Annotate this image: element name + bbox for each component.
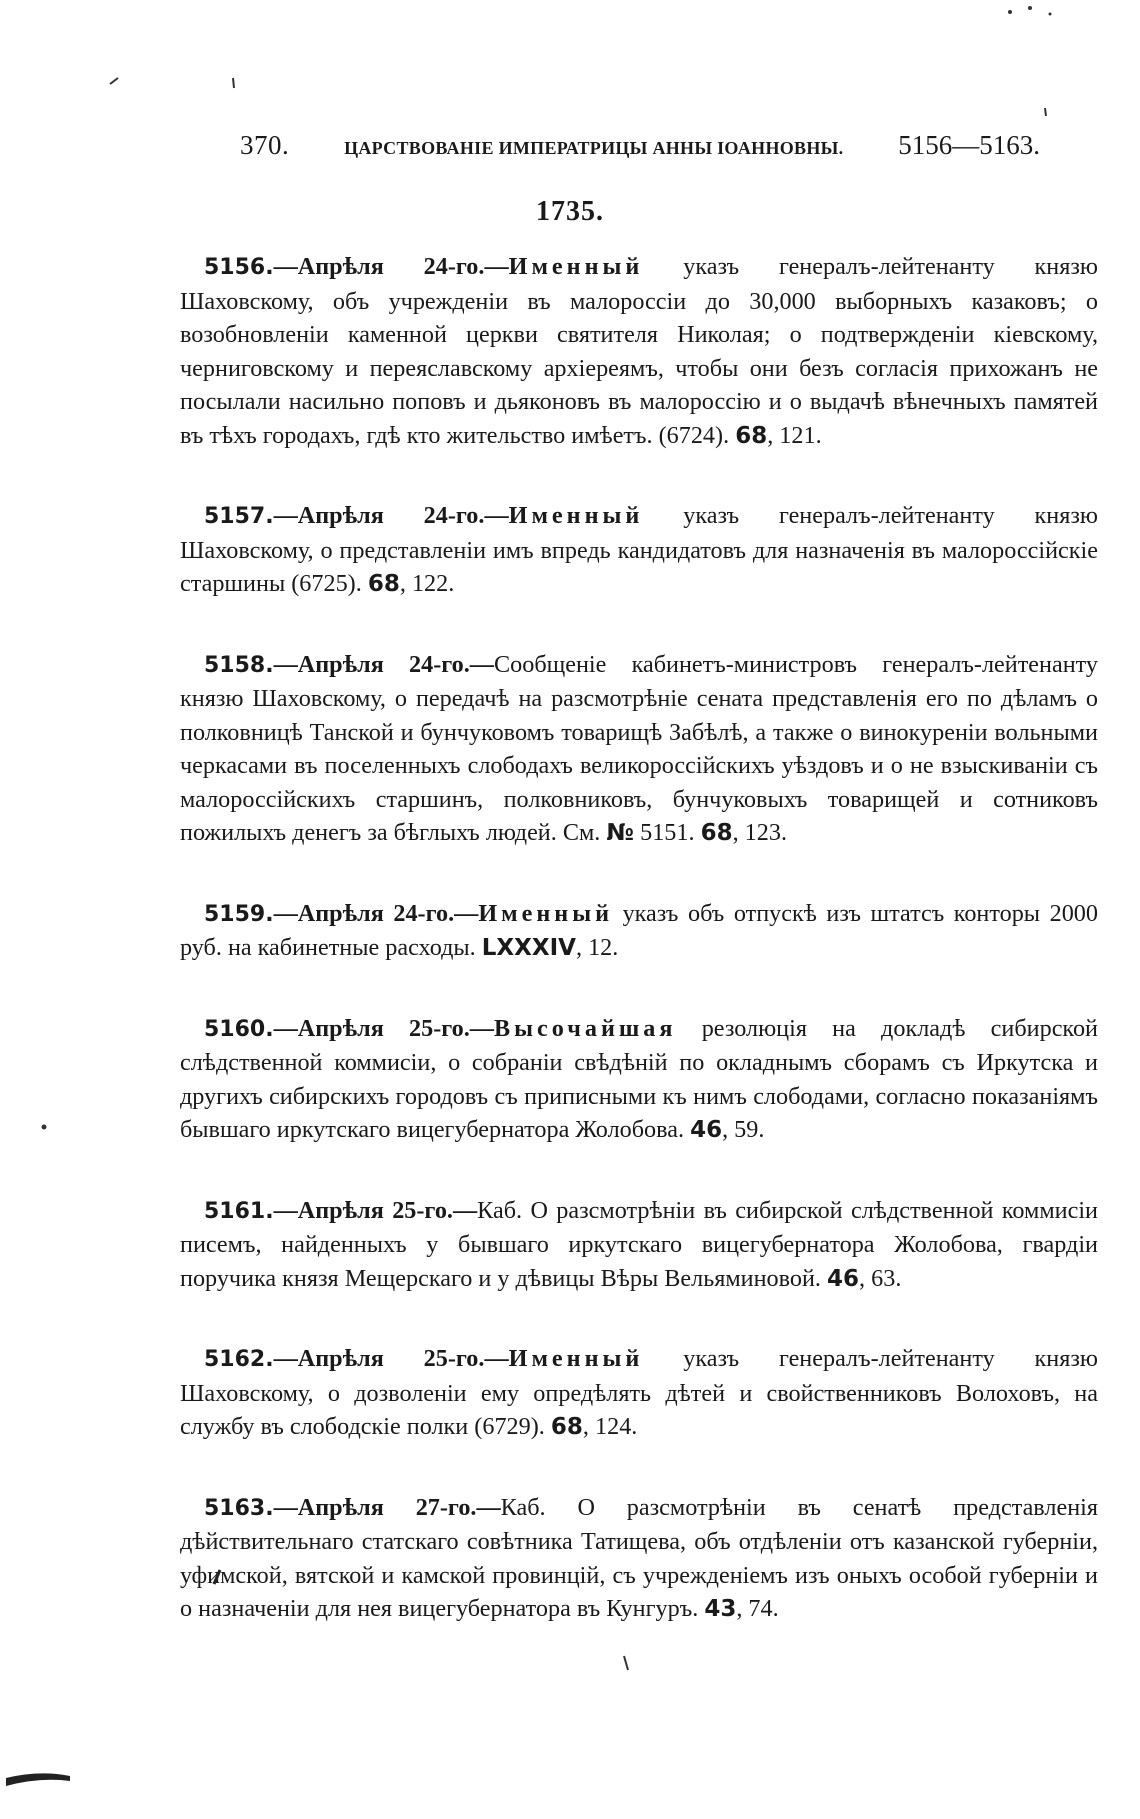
- running-header: [240, 130, 1040, 170]
- entry-5162: [180, 1342, 1098, 1445]
- entry-kind: Именный: [508, 253, 644, 280]
- entry-5163: [180, 1491, 1098, 1627]
- entry-ref-volume: 46: [827, 1265, 860, 1292]
- scan-speck: [42, 1125, 47, 1130]
- entry-kind: Именный: [478, 899, 614, 927]
- entry-ref-volume: 46: [690, 1117, 723, 1143]
- entry-text: Каб. О разсмотрѣніи въ сибирской слѣдственной коммисіи писемъ, найденныхъ у бывшаго иркутскаго вицегубернатора Жолобова, гвардіи поручика князя Мещерскаго и у дѣвицы Вѣры Вельяминовой.: [180, 1196, 1098, 1292]
- entry-5160: [180, 1012, 1098, 1148]
- entry-ref-page: , 123.: [732, 819, 787, 846]
- entries-list: [180, 250, 1098, 1673]
- entry-ref-mid: 5151.: [634, 819, 701, 846]
- entry-number: 5162.: [204, 1347, 274, 1372]
- scan-speck: [6, 1773, 70, 1786]
- entry-date: —Апрѣля 24-го.—: [273, 502, 509, 529]
- entry-date: —Апрѣля 24-го.—: [273, 650, 494, 678]
- scan-speck: [1008, 10, 1012, 14]
- entry-date: —Апрѣля 27-го.—: [273, 1493, 501, 1521]
- entry-text: Сообщеніе кабинетъ-министровъ генералъ-лейтенанту князю Шаховскому, о передачѣ на разсмотрѣніе сената представленія его по дѣламъ о полковницѣ Танской и бунчуковомъ товарищѣ Забѣлѣ, а также о винокуреніи вольными черкасами въ поселенныхъ слободахъ великороссійскихъ уѣздовъ и о не взыскиваніи съ малороссійскихъ старшинъ, полковниковъ, бунчуковыхъ товарищей и сотниковъ пожилыхъ денегъ за бѣглыхъ людей. См.: [180, 650, 1098, 846]
- entry-ref-page: , 12.: [575, 934, 619, 961]
- entry-date: —Апрѣля 24-го.—: [273, 253, 509, 280]
- entry-kind: Высочайшая: [493, 1014, 677, 1042]
- entry-number: 5158.: [204, 652, 274, 678]
- entry-ref-page: , 122.: [399, 570, 455, 597]
- entry-5157: [180, 499, 1098, 602]
- scan-speck: [233, 78, 234, 88]
- entry-text: указъ генералъ-лейтенанту князю Шаховскому, о дозволеніи ему опредѣлять дѣтей и свойственниковъ Волоховъ, на службу въ слободскіе полки (6729).: [180, 1345, 1098, 1440]
- entry-date: —Апрѣля 25-го.—: [273, 1345, 509, 1372]
- entry-text: резолюція на докладѣ сибирской слѣдственной коммисіи, о собраніи свѣдѣній по окладнымъ сборамъ съ Иркутска и другихъ сибирскихъ городовъ съ приписными къ нимъ слободами, согласно показаніямъ бывшаго иркутскаго вицегубернатора Жолобова.: [180, 1014, 1098, 1143]
- entry-number: 5163.: [204, 1495, 274, 1521]
- entry-date: —Апрѣля 25-го.—: [273, 1196, 478, 1224]
- scan-speck: [1028, 6, 1032, 10]
- entry-date: —Апрѣля 24-го.—: [273, 899, 479, 927]
- entry-ref-volume: 68: [550, 1414, 583, 1440]
- entry-ref-page: , 121.: [767, 421, 822, 449]
- entry-ref-page: , 74.: [736, 1595, 779, 1622]
- entry-text: указъ генералъ-лейтенанту князю Шаховскому, о представленіи имъ впредь кандидатовъ для назначенія въ малороссійскіе старшины (6725).: [180, 502, 1098, 597]
- entry-date: —Апрѣля 25-го.—: [273, 1014, 494, 1042]
- entry-number: 5156.: [204, 255, 274, 280]
- scan-speck: [110, 78, 118, 84]
- entry-ref-volume: 68: [700, 820, 733, 846]
- entry-ref-page: , 63.: [859, 1264, 902, 1292]
- entry-kind: Именный: [508, 502, 644, 529]
- entry-text: указъ объ отпускѣ изъ штатсъ конторы 2000 руб. на кабинетные расходы.: [180, 899, 1098, 961]
- entry-number: 5160.: [204, 1016, 274, 1042]
- running-title: ЦАРСТВОВАНІЕ ИМПЕРАТРИЦЫ АННЫ ІОАННОВНЫ.: [344, 138, 844, 158]
- scan-speck: [1045, 108, 1046, 116]
- scan-speck: [1049, 13, 1052, 16]
- entry-ref-volume: 43: [704, 1596, 737, 1622]
- entry-number: 5161.: [204, 1198, 274, 1224]
- entry-ref-volume: 68: [367, 571, 400, 597]
- entry-range: 5156—5163.: [898, 130, 1040, 160]
- entry-5161: [180, 1194, 1098, 1297]
- entry-text: Каб. О разсмотрѣніи въ сенатѣ представленія дѣйствительнаго статскаго совѣтника Татищева, объ отдѣленіи отъ казанской губерніи, уфимской, вятской и камской провинцій, съ учрежденіемъ изъ оныхъ особой губерніи и о назначеніи для нея вицегубернатора въ Кунгуръ.: [180, 1493, 1098, 1622]
- entry-ref-prefix: №: [606, 820, 635, 846]
- entry-ref-page: , 59.: [722, 1116, 765, 1143]
- year-heading: 1735.: [536, 196, 604, 227]
- entry-ref-volume: LXXXIV: [481, 935, 576, 961]
- entry-text: указъ генералъ-лейтенанту князю Шаховскому, объ учрежденіи въ малороссіи до 30,000 выборныхъ казаковъ; о возобновленіи каменной церкви святителя Николая; о подтвержденіи кіевскому, черниговскому и переяславскому архіереямъ, чтобы они безъ согласія прихожанъ не посылали насильно поповъ и дьяконовъ въ малороссію и о выдачѣ вѣнечныхъ памятей въ тѣхъ городахъ, гдѣ кто жительство имѣетъ. (6724).: [180, 253, 1098, 449]
- entry-number: 5159.: [204, 901, 274, 927]
- entry-5156: [180, 250, 1098, 453]
- entry-number: 5157.: [204, 504, 274, 529]
- entry-kind: Именный: [508, 1345, 644, 1372]
- entry-5159: [180, 897, 1098, 966]
- entry-ref-volume: 68: [735, 422, 768, 449]
- page-number: 370.: [240, 130, 290, 160]
- entry-ref-page: , 124.: [582, 1413, 638, 1440]
- entry-5158: [180, 648, 1098, 851]
